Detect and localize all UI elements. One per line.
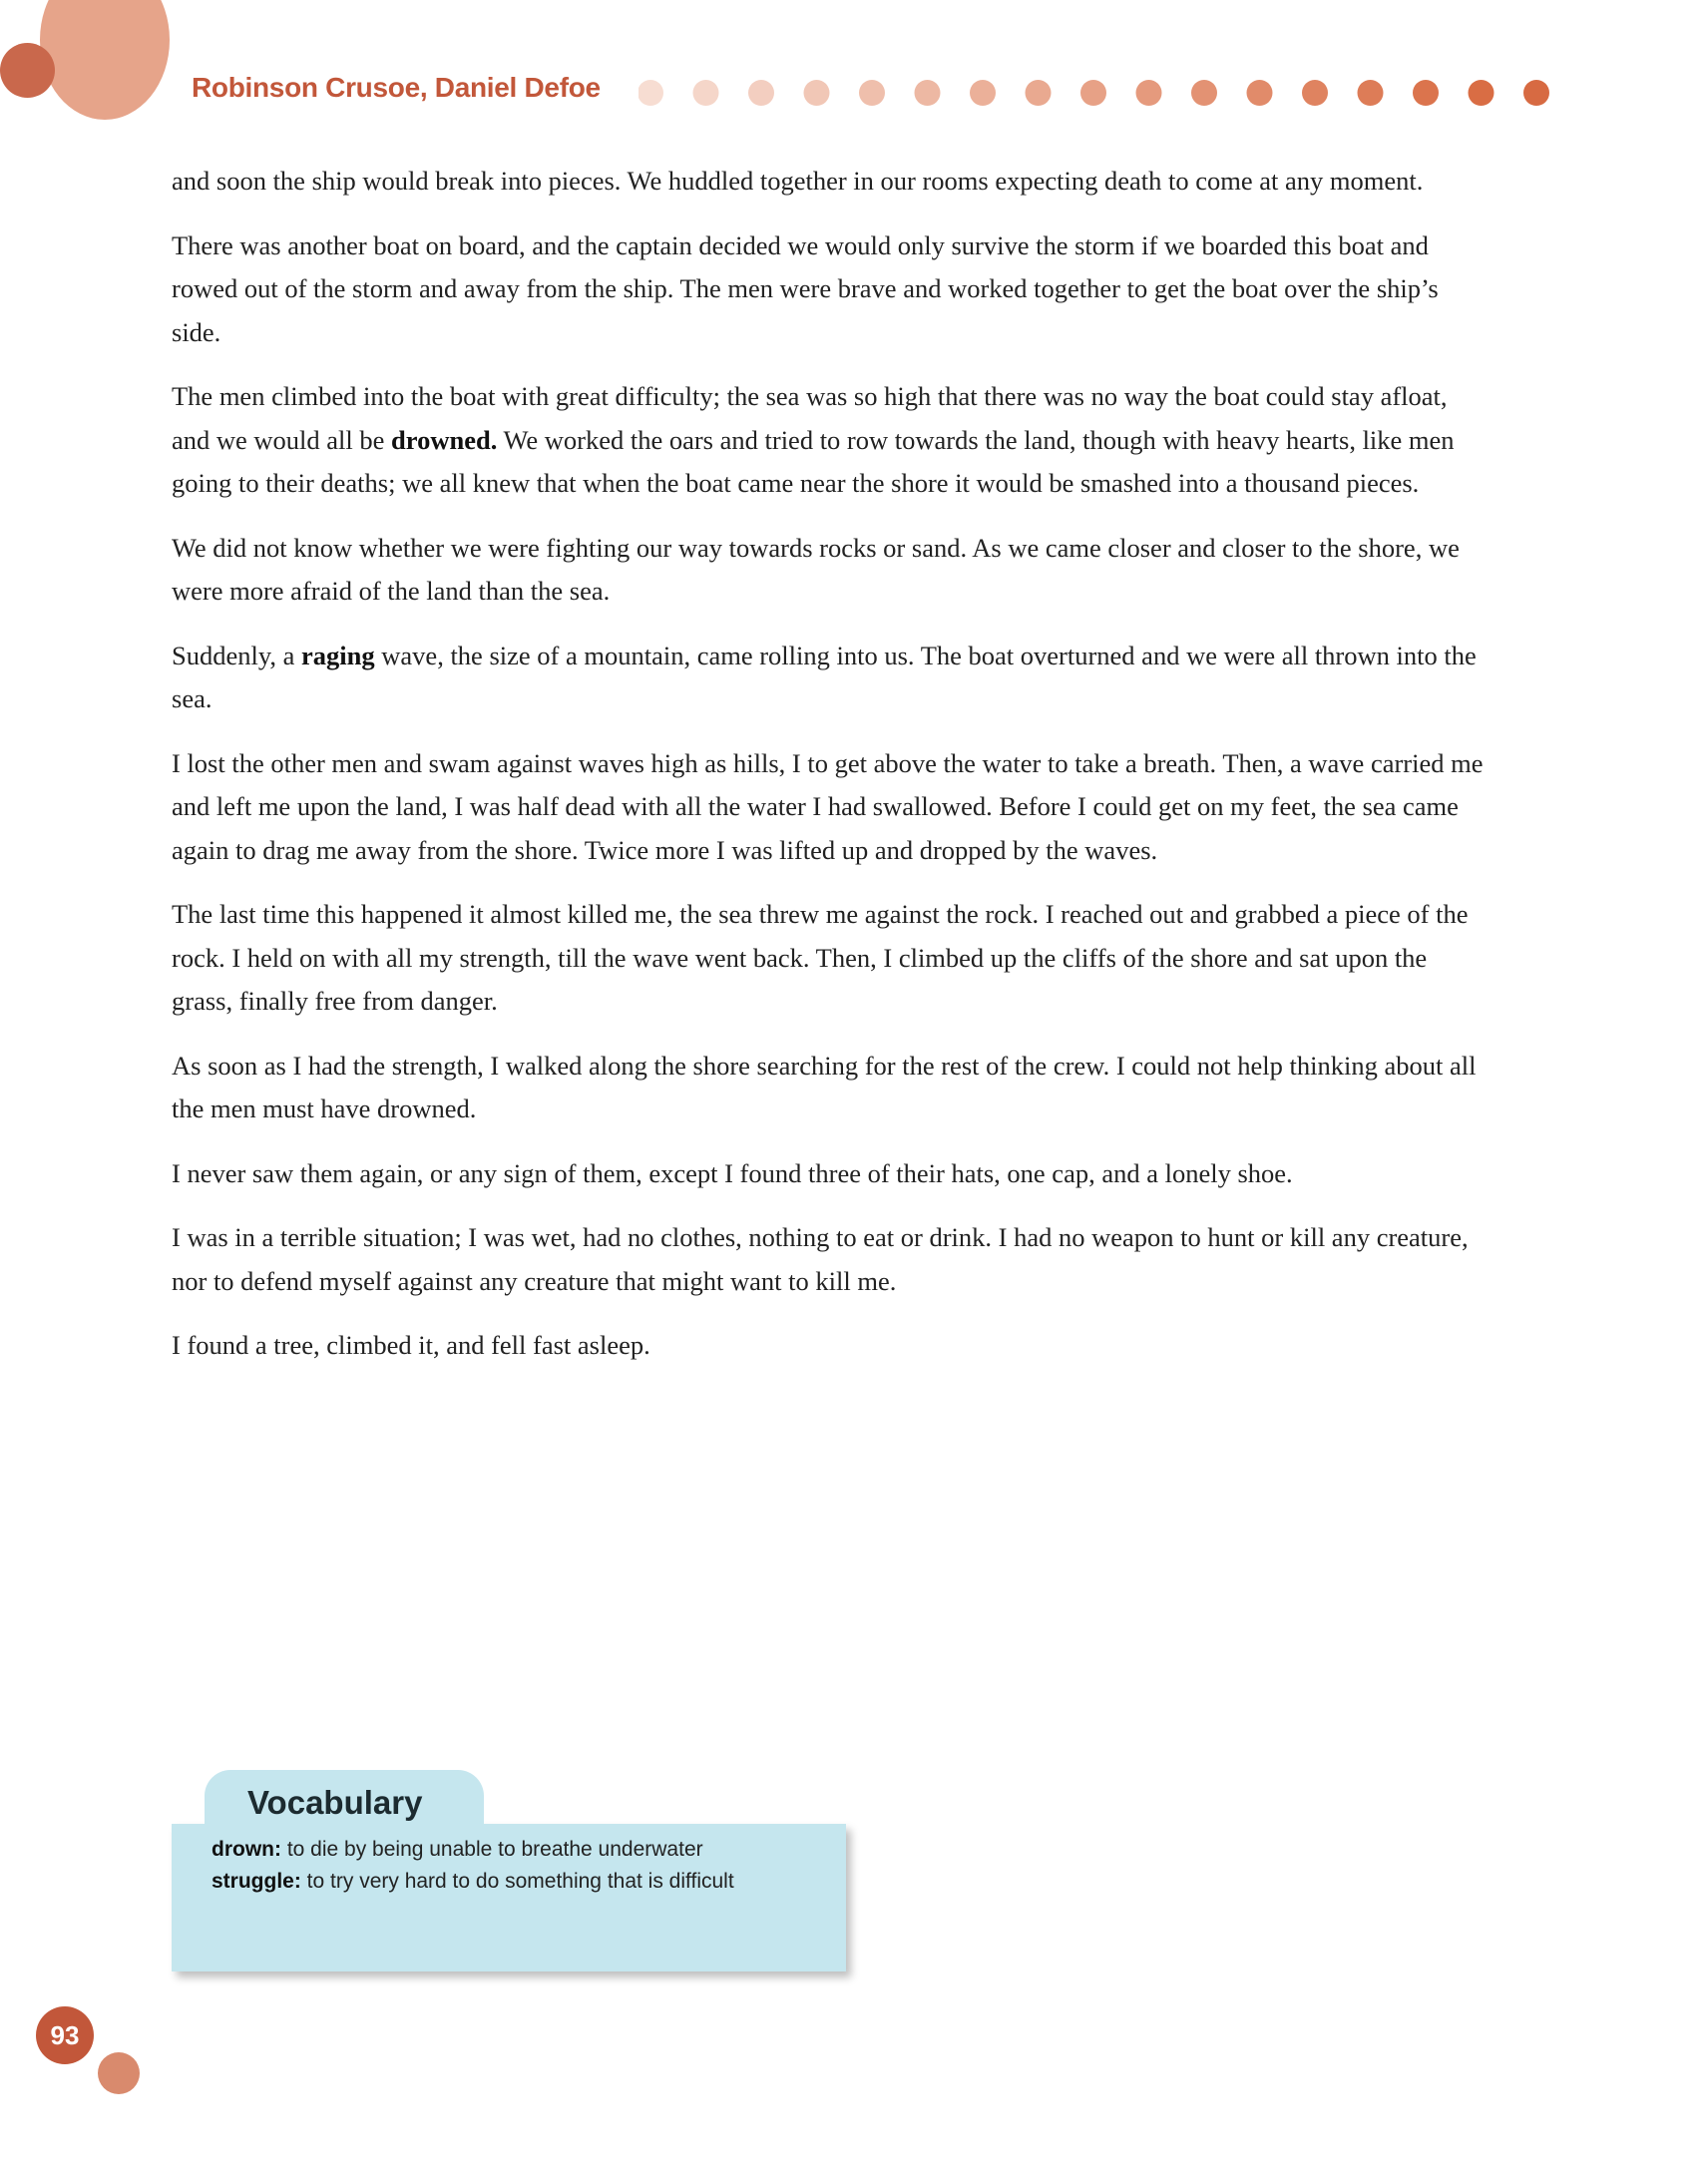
vocabulary-term: struggle: <box>212 1870 301 1893</box>
header-dot <box>1413 80 1439 106</box>
text-span: We did not know whether we were fighting our way towards rocks or sand. As we came closer and closer to the shore, we were more afraid of the land than the sea. <box>172 532 1460 606</box>
vocabulary-list <box>212 1834 820 1898</box>
text-span: I was in a terrible situation; I was wet, had no clothes, nothing to eat or drink. I had no weapon to hunt or kill any creature, nor to defend myself against any creature that might want to kill me. <box>172 1222 1469 1296</box>
paragraph <box>172 1216 1489 1303</box>
vocabulary-word-raging: raging <box>301 640 375 670</box>
header-dot <box>1469 80 1494 106</box>
paragraph <box>172 375 1489 506</box>
header-dot <box>1523 80 1549 106</box>
vocabulary-item <box>212 1866 820 1898</box>
header-dot <box>859 80 885 106</box>
text-span: There was another boat on board, and the captain decided we would only survive the storm if we boarded this boat and rowed out of the storm and away from the ship. The men were brave and worked together to get the boat over the ship’s side. <box>172 229 1439 347</box>
paragraph <box>172 160 1489 204</box>
header-dot <box>1247 80 1273 106</box>
text-span: Suddenly, a <box>172 640 302 670</box>
page-number-decoration-circle <box>98 2052 140 2094</box>
paragraph <box>172 527 1489 614</box>
page-number: 93 <box>50 2020 80 2050</box>
header-dot <box>970 80 996 106</box>
vocabulary-item <box>212 1834 820 1866</box>
header-decoration-small-circle <box>0 43 55 98</box>
paragraph <box>172 742 1489 873</box>
paragraph <box>172 1045 1489 1131</box>
header-dot <box>1358 80 1384 106</box>
header-dot <box>1191 80 1217 106</box>
header-dot <box>1080 80 1106 106</box>
story-body <box>172 160 1489 1389</box>
paragraph <box>172 1152 1489 1196</box>
header-dot-row <box>639 78 1566 108</box>
text-span: I found a tree, climbed it, and fell fast asleep. <box>172 1330 650 1360</box>
text-span: As soon as I had the strength, I walked along the shore searching for the rest of the crew. I could not help thinking about all the men must have drowned. <box>172 1050 1477 1123</box>
paragraph <box>172 635 1489 721</box>
header-dot <box>1026 80 1052 106</box>
text-span: I never saw them again, or any sign of them, except I found three of their hats, one cap, and a lonely shoe. <box>172 1157 1293 1188</box>
header-dot <box>748 80 774 106</box>
header-dot <box>693 80 719 106</box>
running-header-title: Robinson Crusoe, Daniel Defoe <box>192 72 601 103</box>
text-span: The last time this happened it almost killed me, the sea threw me against the rock. I reached out and grabbed a piece of the rock. I held on with all my strength, till the wave went back. Then, I climbed up the cliffs of the shore and sat upon the grass, finally free from danger. <box>172 899 1469 1016</box>
paragraph <box>172 893 1489 1024</box>
text-span: and soon the ship would break into pieces. We huddled together in our rooms expecting death to come at any moment. <box>172 166 1424 196</box>
paragraph <box>172 224 1489 355</box>
header-dot <box>804 80 830 106</box>
header-dot <box>1136 80 1162 106</box>
vocabulary-definition: to die by being unable to breathe underwater <box>280 1838 703 1861</box>
paragraph <box>172 1324 1489 1368</box>
header-dot <box>1302 80 1328 106</box>
vocabulary-heading: Vocabulary <box>247 1784 423 1821</box>
vocabulary-term: drown: <box>212 1838 281 1861</box>
text-span: We worked the oars and tried to row towards the land, though with heavy hearts, like men going to their deaths; we all knew that when the boat came near the shore it would be smashed into a thousand pieces. <box>172 424 1455 498</box>
header-decoration-large-circle <box>40 0 170 120</box>
vocabulary-definition: to try very hard to do something that is difficult <box>300 1870 734 1893</box>
header-dot <box>915 80 941 106</box>
text-span: The men climbed into the boat with great difficulty; the sea was so high that there was no way the boat could stay afloat, and we would all be <box>172 381 1448 455</box>
text-span: wave, the size of a mountain, came rolling into us. The boat overturned and we were all thrown into the sea. <box>172 640 1477 713</box>
header-dot <box>639 80 663 106</box>
text-span: I lost the other men and swam against waves high as hills, I to get above the water to take a breath. Then, a wave carried me and left me upon the land, I was half dead with all the water I had swallowed. Before I could get on my feet, the sea came again to drag me away from the shore. Twice more I was lifted up and dropped by the waves. <box>172 747 1484 865</box>
vocabulary-word-drowned: drowned. <box>391 424 498 455</box>
